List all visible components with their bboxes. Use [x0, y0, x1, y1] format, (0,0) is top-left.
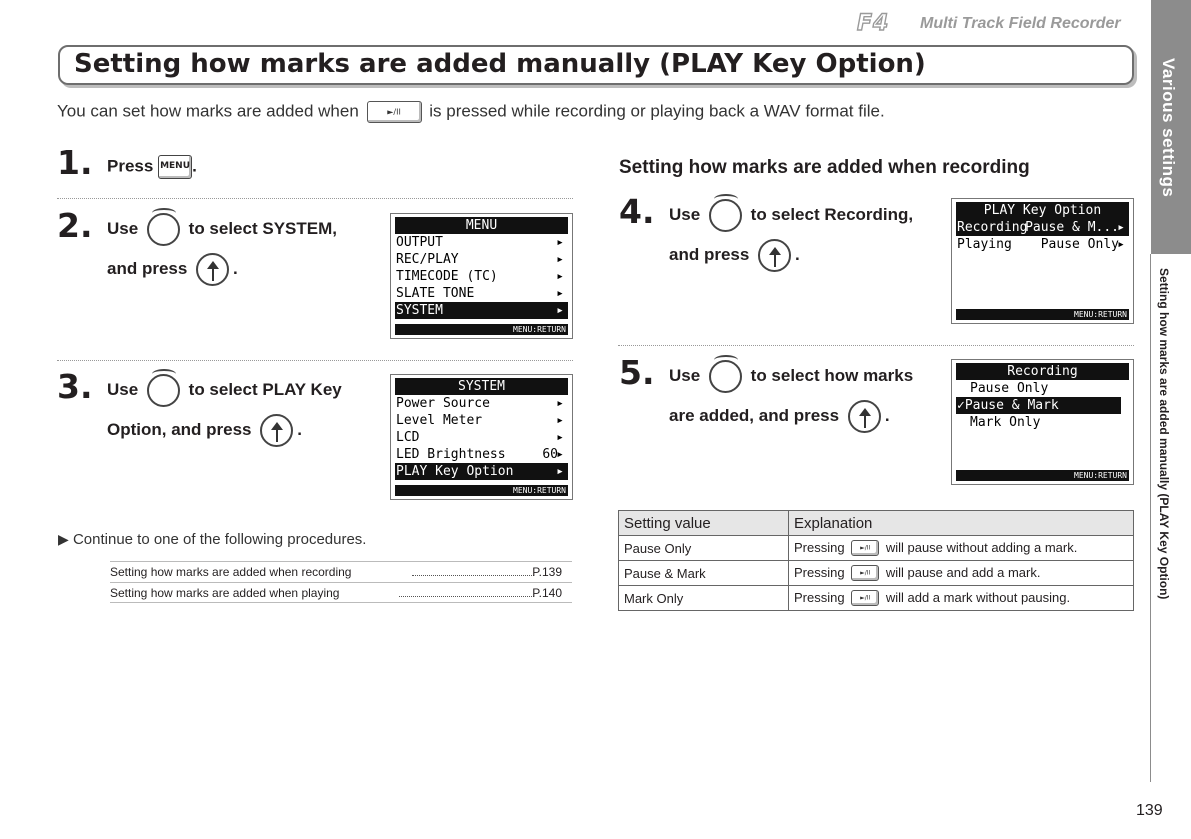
- table-row: [619, 536, 1134, 561]
- lcd-playkey-screen: [951, 198, 1134, 324]
- reference-link[interactable]: [110, 561, 572, 582]
- lcd-footer: MENU:RETURN: [956, 470, 1129, 481]
- lcd-item-selected: Recording Pause & M... ▸: [956, 219, 1129, 236]
- table-header: Explanation: [789, 511, 1134, 536]
- page-title: Setting how marks are added manually (PLAY Key Option): [74, 49, 926, 79]
- lcd-title: MENU: [395, 217, 568, 234]
- dial-icon: [709, 360, 742, 393]
- dial-icon: [709, 199, 742, 232]
- lcd-title: SYSTEM: [395, 378, 568, 395]
- lcd-system-screen: [390, 374, 573, 500]
- step-3-line2: [107, 414, 302, 447]
- table-cell-value: Pause Only: [619, 536, 789, 561]
- step-4-number: 4.: [619, 192, 655, 231]
- lcd-item-label: Power Source: [396, 396, 490, 411]
- f4-logo: F4: [857, 11, 890, 36]
- section-tab-line: [1150, 254, 1151, 782]
- step-2-number: 2.: [57, 206, 93, 245]
- table-row: [619, 561, 1134, 586]
- lcd-item-label: SLATE TONE: [396, 286, 475, 301]
- step-3-action: to select PLAY Key: [188, 379, 342, 399]
- leader-dots: [412, 575, 534, 576]
- continue-note: [58, 531, 366, 548]
- step-4-line2: [669, 239, 800, 272]
- lcd-item-label: Level Meter: [396, 413, 483, 428]
- divider: [57, 198, 573, 199]
- lcd-item-label: PLAY Key Option: [396, 464, 514, 479]
- lcd-footer: MENU:RETURN: [395, 324, 568, 335]
- reference-label: Setting how marks are added when recording: [110, 565, 352, 579]
- divider: [618, 345, 1134, 346]
- reference-page: P.140: [532, 586, 562, 600]
- step-4-use: Use: [669, 204, 701, 224]
- step-5-action: to select how marks: [750, 365, 914, 385]
- lcd-item-value: 60: [542, 447, 558, 462]
- step-2-action: to select SYSTEM,: [188, 218, 337, 238]
- explanation-pre: Pressing: [794, 564, 845, 580]
- table-cell-value: Mark Only: [619, 586, 789, 611]
- intro-text: [57, 101, 885, 123]
- play-pause-key-icon: [367, 101, 422, 123]
- step-3-use: Use: [107, 379, 139, 399]
- lcd-item-label: LCD: [396, 430, 420, 445]
- explanation-post: will pause without adding a mark.: [885, 539, 1078, 555]
- step-4-press: and press: [669, 244, 750, 264]
- step-2-line2: [107, 253, 238, 286]
- lcd-item-label: Pause Only: [970, 381, 1049, 396]
- lcd-item-selected: [956, 397, 1121, 414]
- leader-dots: [399, 596, 534, 597]
- lcd-item: Playing Pause Only ▸: [957, 237, 1125, 252]
- lcd-recording-screen: [951, 359, 1134, 485]
- step-2-line1: [107, 213, 337, 246]
- header-subtitle: Multi Track Field Recorder: [920, 15, 1121, 32]
- lcd-title: Recording: [956, 363, 1129, 380]
- dial-icon: [147, 374, 180, 407]
- step-3-number: 3.: [57, 367, 93, 406]
- page-number: 139: [1136, 802, 1163, 819]
- step-2-end: .: [233, 258, 238, 278]
- dial-press-icon: [848, 400, 881, 433]
- menu-key-icon: MENU: [158, 155, 192, 179]
- step-4-end: .: [795, 244, 800, 264]
- play-pause-key-icon: [851, 540, 879, 556]
- step-5-number: 5.: [619, 353, 655, 392]
- step-4-action: to select Recording,: [750, 204, 914, 224]
- play-pause-key-icon: [851, 565, 879, 581]
- step-5-press: are added, and press: [669, 405, 840, 425]
- table-cell-explanation: [789, 586, 1134, 611]
- table-cell-explanation: [789, 561, 1134, 586]
- step-2-press: and press: [107, 258, 188, 278]
- step-3-line1: [107, 374, 342, 407]
- settings-table: [618, 510, 1134, 611]
- lcd-menu-screen: [390, 213, 573, 339]
- table-header-row: [619, 511, 1134, 536]
- lcd-item-value: Pause Only: [1040, 237, 1119, 252]
- step-5-line2: [669, 400, 890, 433]
- lcd-footer: MENU:RETURN: [956, 309, 1129, 320]
- reference-label: Setting how marks are added when playing: [110, 586, 340, 600]
- lcd-item: LED Brightness 60 ▸: [396, 447, 564, 462]
- step-3-end: .: [297, 419, 302, 439]
- lcd-item: [956, 380, 1129, 397]
- step-4-line1: [669, 199, 913, 232]
- explanation-pre: Pressing: [794, 589, 845, 605]
- step-5-use: Use: [669, 365, 701, 385]
- lcd-item-label: Mark Only: [970, 415, 1041, 430]
- step-1-press: Press: [107, 156, 154, 176]
- section-heading: Setting how marks are added when recording: [619, 157, 1030, 178]
- intro-before: You can set how marks are added when: [57, 101, 359, 121]
- lcd-item-label: Recording: [957, 220, 1028, 235]
- explanation-pre: Pressing: [794, 539, 845, 555]
- lcd-item-label: LED Brightness: [396, 447, 506, 462]
- dial-press-icon: [260, 414, 293, 447]
- lcd-item: SLATE TONE ▸: [396, 286, 564, 301]
- lcd-item-value: Pause & M...: [1025, 220, 1119, 235]
- play-pause-key-icon: [851, 590, 879, 606]
- table-cell-value: Pause & Mark: [619, 561, 789, 586]
- lcd-item: TIMECODE (TC) ▸: [396, 269, 564, 284]
- lcd-item-label: REC/PLAY: [396, 252, 459, 267]
- continue-text: Continue to one of the following procedures.: [72, 531, 367, 548]
- divider: [57, 360, 573, 361]
- section-tab-label: Various settings: [1159, 58, 1178, 198]
- lcd-item: REC/PLAY ▸: [396, 252, 564, 267]
- explanation-post: will add a mark without pausing.: [885, 589, 1071, 605]
- reference-link[interactable]: [110, 582, 572, 603]
- table-cell-explanation: [789, 536, 1134, 561]
- lcd-item: OUTPUT ▸: [396, 235, 564, 250]
- lcd-footer: MENU:RETURN: [395, 485, 568, 496]
- lcd-item: Level Meter ▸: [396, 413, 564, 428]
- table-row: [619, 586, 1134, 611]
- lcd-item-label: Playing: [957, 237, 1012, 252]
- step-1-end: .: [192, 156, 197, 176]
- lcd-item: LCD ▸: [396, 430, 564, 445]
- reference-page: P.139: [532, 565, 562, 579]
- explanation-post: will pause and add a mark.: [885, 564, 1041, 580]
- lcd-item-label: SYSTEM: [396, 303, 443, 318]
- dial-press-icon: [758, 239, 791, 272]
- lcd-title: PLAY Key Option: [956, 202, 1129, 219]
- lcd-item: Power Source ▸: [396, 396, 564, 411]
- dial-press-icon: [196, 253, 229, 286]
- lcd-item-label: ✓Pause & Mark: [957, 398, 1059, 413]
- step-3-press: Option, and press: [107, 419, 252, 439]
- intro-after: is pressed while recording or playing back a WAV format file.: [429, 101, 885, 121]
- topic-tab-label: Setting how marks are added manually (PLAY Key Option): [1157, 268, 1171, 600]
- lcd-item-selected: PLAY Key Option ▸: [395, 463, 568, 480]
- triangle-right-icon: ▶: [58, 531, 69, 547]
- table-header: Setting value: [619, 511, 789, 536]
- lcd-item-label: OUTPUT: [396, 235, 443, 250]
- lcd-item-label: TIMECODE (TC): [396, 269, 498, 284]
- step-2-use: Use: [107, 218, 139, 238]
- lcd-item: [956, 414, 1129, 431]
- dial-icon: [147, 213, 180, 246]
- step-5-end: .: [884, 405, 890, 425]
- step-1-number: 1.: [57, 143, 93, 182]
- lcd-item-selected: SYSTEM ▸: [395, 302, 568, 319]
- step-1-text: [107, 155, 197, 179]
- step-5-line1: [669, 360, 913, 393]
